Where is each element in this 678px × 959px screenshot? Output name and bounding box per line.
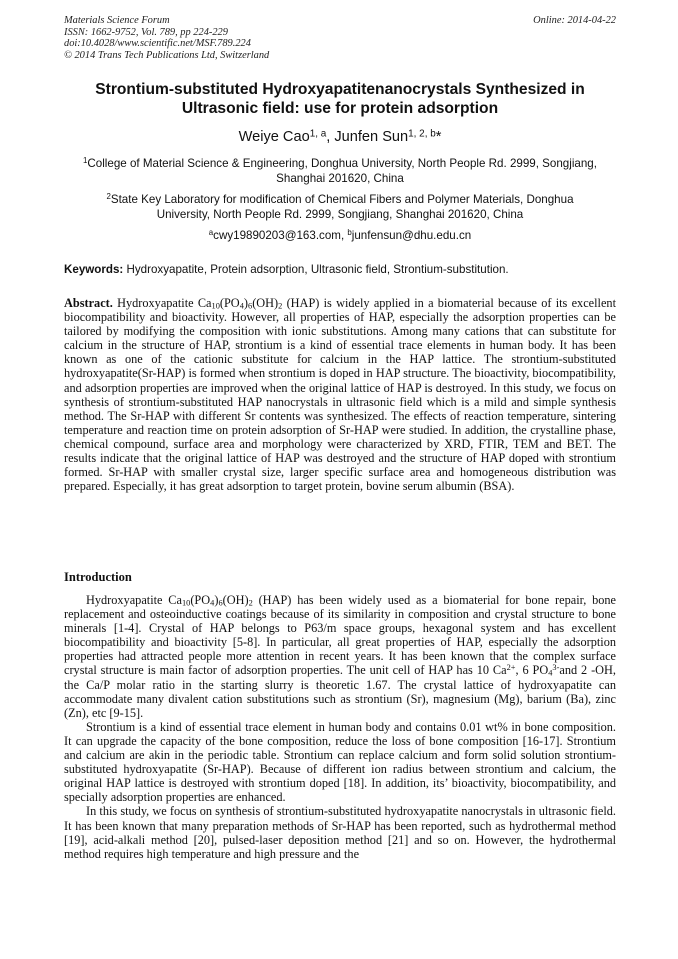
affiliation-1-text: College of Material Science & Engineering, Donghua University, North People Rd. 2999, Songjiang, Shanghai 201620, China [87,157,597,185]
email-a-marker: a [208,228,214,238]
subscript: 10 [181,598,191,608]
intro-text: , 6 PO [515,663,549,678]
email-b-marker: b [347,228,352,238]
doi: doi:10.4028/www.scientific.net/MSF.789.224 [64,38,251,50]
subscript: 4 [548,669,553,679]
journal-header [64,15,616,61]
abstract [64,296,616,493]
intro-text: (HAP) has been widely used as a biomaterial for bone repair, bone replacement and osteoinductive coatings because of its similarity in composition and crystal structure to bone minerals [1-4]. Crystal of HAP belongs to P63/m space groups, hexagonal system and has excellent biocompatibility and bioactivity [5-8]. In particular, all great properties of HAP, especially the adsorption properties had attracted people more attention in recent years. It has been known that the complex surface crystal structure is main factor of adsorption properties. The unit cell of HAP has 10 Ca [64,593,616,678]
abstract-text: (HAP) is widely applied in a biomaterial because of its excellent biocompatibility and bioactivity. However, all properties of HAP, especially the adsorption properties can be tailored by modifying the composition with ionic substitutions. Among many cations that can substitute for calcium in the structure of HAP, strontium is a kind of essential trace elements in human body. It has been known as one of the cationic substitute for calcium in the HAP lattice. The strontium-substituted hydroxyapatite(Sr-HAP) is formed when strontium is doped in HAP structure. The bioactivity, biocompatibility, and adsorption properties are improved when the original lattice of HAP is destroyed. In this study, we focus on synthesis of strontium-substituted HAP nanocrystals in ultrasonic field which is a mild and simple synthesis method. The Sr-HAP with different Sr contents was synthesized. The effects of reaction temperature, sintering temperature and reaction time on protein adsorption of Sr-HAP were studied. In addition, the crystalline phase, chemical compound, surface area and morphology were characterized by XRD, FTIR, TEM and BET. The results indicate that the original lattice of HAP was destroyed and the structure of HAP doped with strontium formed. Sr-HAP with smaller crystal size, larger specific surface area and homogeneous distribution was prepared. Especially, it has great adsorption to target protein, bovine serum albumin (BSA). [64,296,616,494]
affiliation-2 [80,192,600,222]
abstract-text: (OH) [252,296,279,310]
abstract-label: Abstract. [64,296,113,310]
keywords [64,262,616,277]
subscript: 6 [248,301,253,311]
author-1: Weiye Cao [238,129,310,145]
author-line [64,128,616,146]
affiliation-1 [80,156,600,186]
abstract-text: (PO [219,296,240,310]
superscript: 3- [552,663,560,673]
intro-paragraph-2: Strontium is a kind of essential trace element in human body and contains 0.01 wt% in bone composition. It can upgrade the capacity of the bone composition, reduce the loss of bone composition [16-17]. Strontium and calcium are akin in the periodic table. Strontium can replace calcium and form solid solution strontium-substituted hydroxyapatite (Sr-HAP). Because of different ion radius between strontium and calcium, the original HAP lattice is destroyed with strontium doped [18]. In addition, its’ bioactivity, biocompatibility, and specially adsorption properties are enhanced. [64,719,616,805]
subscript: 2 [278,301,283,311]
intro-paragraph-1 [64,593,616,720]
copyright: © 2014 Trans Tech Publications Ltd, Switzerland [64,49,270,61]
subscript: 4 [239,301,244,311]
intro-paragraph-3: In this study, we focus on synthesis of strontium-substituted hydroxyapatite nanocrystals in ultrasonic field. It has been known that many preparation methods of Sr-HAP has been reported, such as hydrothermal method [19], acid-alkali method [20], pulsed-laser deposition method [21] and so on. However, the hydrothermal method requires high temperature and high pressure and the [64,804,616,861]
intro-text: (OH) [222,593,249,607]
intro-text: Hydroxyapatite Ca [86,593,182,607]
online-date: Online: 2014-04-22 [533,15,616,26]
author-separator: , [326,129,335,145]
author-1-affiliation: 1, a [309,128,327,140]
affiliation-2-marker: 2 [106,192,111,202]
paper-title: Strontium-substituted Hydroxyapatitenanocrystals Synthesized in Ultrasonic field: use for protein adsorption [95,81,585,117]
abstract-paragraph [64,296,616,493]
affiliation-2-text: State Key Laboratory for modification of Chemical Fibers and Polymer Materials, Donghua University, North People Rd. 2999, Songjiang, Shanghai 201620, China [110,193,574,221]
subscript: 2 [248,598,253,608]
author-2: Junfen Sun [334,129,409,145]
superscript: 2+ [506,663,516,673]
corresponding-star: * [435,129,442,145]
email-b[interactable]: junfensun@dhu.edu.cn [351,229,472,242]
intro-text: (PO [190,593,211,607]
keywords-label: Keywords: [64,263,124,276]
email-line [64,228,616,243]
introduction-body [64,593,616,861]
section-heading-introduction: Introduction [64,570,132,584]
subscript: 4 [210,598,215,608]
email-a[interactable]: cwy19890203@163.com, [213,229,348,242]
author-2-affiliation: 1, 2, b [408,128,436,140]
keywords-text: Hydroxyapatite, Protein adsorption, Ultrasonic field, Strontium-substitution. [123,263,509,276]
affiliation-1-marker: 1 [83,156,88,166]
subscript: 10 [211,301,220,311]
intro-text: ) [214,593,219,607]
journal-name: Materials Science Forum [64,15,170,26]
subscript: 6 [218,598,223,608]
issn: ISSN: 1662-9752, Vol. 789, pp 224-229 [64,26,228,38]
abstract-text: ) [243,296,248,310]
abstract-text: Hydroxyapatite Ca [112,296,212,310]
intro-text: and 2 -OH, the Ca/P molar ratio in the starting slurry is theoretic 1.67. The crystal lattice of hydroxyapatite can accommodate many divalent cation substitutions such as strontium (Sr), magnesium (Mg), barium (Ba), zinc (Zn), etc [9-15]. [64,663,616,720]
